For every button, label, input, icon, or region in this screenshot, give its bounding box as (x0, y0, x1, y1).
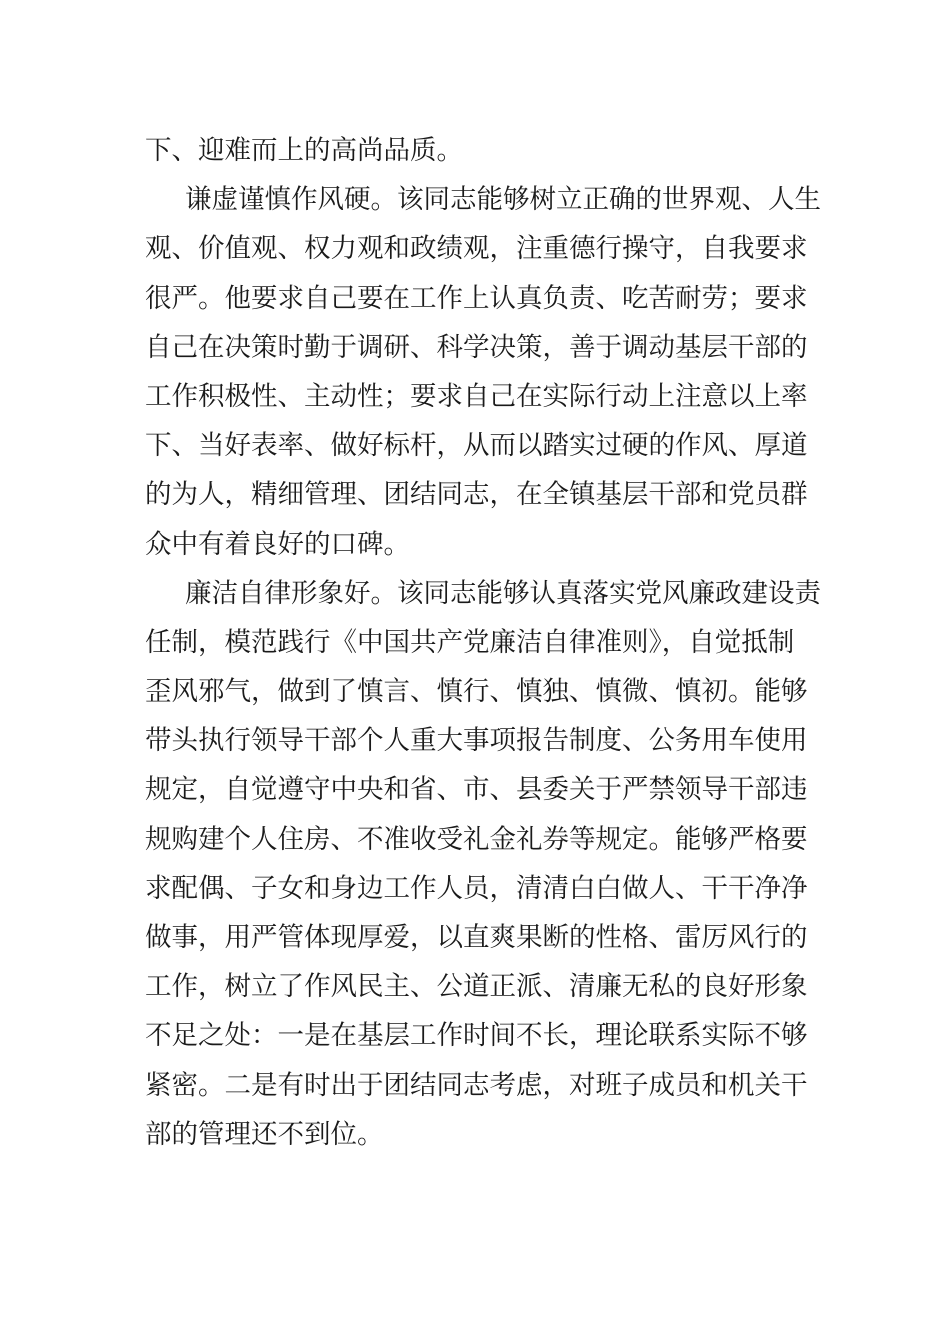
text-line: 工作积极性、主动性；要求自己在实际行动上注意以上率 (145, 380, 808, 412)
text-line: 观、价值观、权力观和政绩观，注重德行操守，自我要求 (145, 233, 808, 265)
text-line: 的为人，精细管理、团结同志，在全镇基层干部和党员群 (145, 479, 808, 511)
text-line: 规购建个人住房、不准收受礼金礼券等规定。能够严格要 (145, 823, 808, 855)
body-text (145, 126, 821, 1159)
text-line: 做事，用严管体现厚爱，以直爽果断的性格、雷厉风行的 (145, 922, 808, 953)
text-line: 不足之处：一是在基层工作时间不长，理论联系实际不够 (145, 1020, 808, 1052)
text-line: 歪风邪气，做到了慎言、慎行、慎独、慎微、慎初。能够 (145, 676, 808, 708)
paragraph-first-line: 谦虚谨慎作风硬。该同志能够树立正确的世界观、人生 (185, 184, 821, 216)
paragraph-first-line: 廉洁自律形象好。该同志能够认真落实党风廉政建设责 (185, 577, 821, 609)
text-line: 任制，模范践行《中国共产党廉洁自律准则》，自觉抵制 (145, 626, 795, 658)
text-line: 众中有着良好的口碑。 (145, 528, 410, 560)
text-line: 部的管理还不到位。 (145, 1118, 384, 1150)
text-line: 紧密。二是有时出于团结同志考虑，对班子成员和机关干 (145, 1069, 808, 1101)
text-line: 下、迎难而上的高尚品质。 (145, 135, 463, 166)
text-line: 求配偶、子女和身边工作人员，清清白白做人、干干净净 (145, 872, 808, 904)
text-line: 工作，树立了作风民主、公道正派、清廉无私的良好形象 (145, 971, 808, 1003)
text-line: 很严。他要求自己要在工作上认真负责、吃苦耐劳；要求 (145, 282, 808, 314)
text-line: 带头执行领导干部个人重大事项报告制度、公务用车使用 (145, 725, 808, 757)
text-line: 规定，自觉遵守中央和省、市、县委关于严禁领导干部违 (145, 774, 808, 806)
text-line: 下、当好表率、做好标杆，从而以踏实过硬的作风、厚道 (145, 430, 808, 462)
text-line: 自己在决策时勤于调研、科学决策，善于调动基层干部的 (145, 331, 808, 363)
